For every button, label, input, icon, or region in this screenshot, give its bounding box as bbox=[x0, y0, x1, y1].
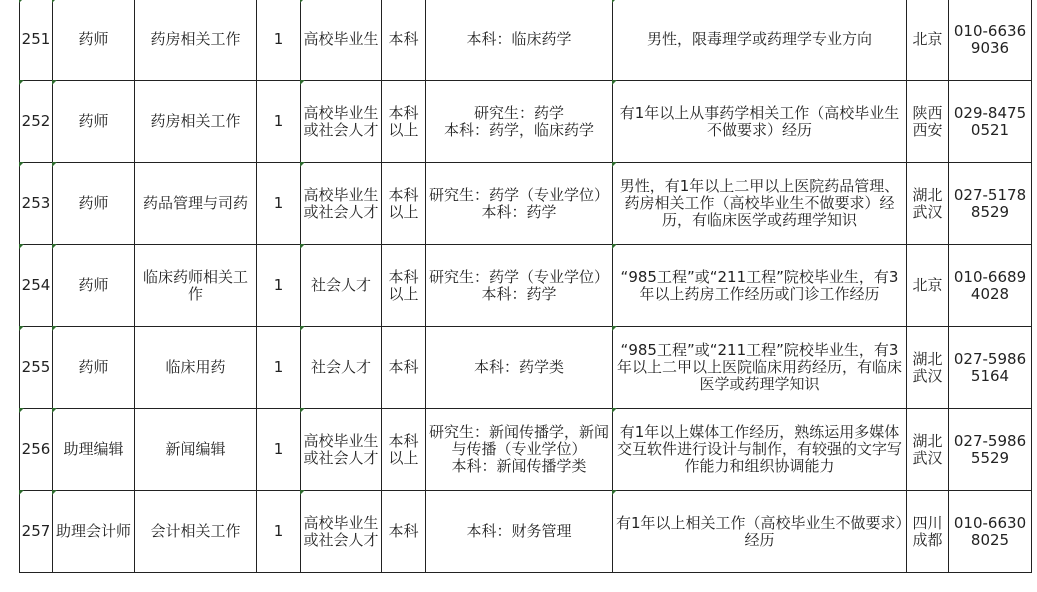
cell-no: 257 bbox=[20, 491, 53, 573]
cell-location: 湖北武汉 bbox=[907, 327, 949, 409]
cell-education: 本科以上 bbox=[382, 163, 426, 245]
cell-source: 高校毕业生或社会人才 bbox=[301, 491, 382, 573]
cell-requirement: 男性，限毒理学或药理学专业方向 bbox=[613, 0, 907, 81]
cell-position: 药师 bbox=[53, 245, 135, 327]
table-row bbox=[20, 409, 1032, 491]
cell-requirement: 有1年以上相关工作（高校毕业生不做要求）经历 bbox=[613, 491, 907, 573]
cell-no: 254 bbox=[20, 245, 53, 327]
cell-work: 药房相关工作 bbox=[135, 0, 257, 81]
cell-position: 药师 bbox=[53, 81, 135, 163]
cell-phone: 029-84750521 bbox=[949, 81, 1032, 163]
cell-major: 研究生：新闻传播学，新闻与传播（专业学位） 本科：新闻传播学类 bbox=[426, 409, 613, 491]
cell-phone: 010-66308025 bbox=[949, 491, 1032, 573]
table-row bbox=[20, 491, 1032, 573]
cell-location: 北京 bbox=[907, 245, 949, 327]
cell-work: 新闻编辑 bbox=[135, 409, 257, 491]
table-row bbox=[20, 163, 1032, 245]
cell-source: 社会人才 bbox=[301, 327, 382, 409]
cell-phone: 010-66894028 bbox=[949, 245, 1032, 327]
cell-count: 1 bbox=[257, 81, 301, 163]
cell-major: 研究生：药学 本科：药学，临床药学 bbox=[426, 81, 613, 163]
cell-work: 药品管理与司药 bbox=[135, 163, 257, 245]
cell-phone: 027-51788529 bbox=[949, 163, 1032, 245]
cell-position: 药师 bbox=[53, 327, 135, 409]
cell-requirement: “985工程”或“211工程”院校毕业生，有3年以上二甲以上医院临床用药经历，有临床医学或药理学知识 bbox=[613, 327, 907, 409]
cell-source: 高校毕业生或社会人才 bbox=[301, 163, 382, 245]
cell-count: 1 bbox=[257, 409, 301, 491]
cell-source: 高校毕业生或社会人才 bbox=[301, 81, 382, 163]
cell-major: 本科：临床药学 bbox=[426, 0, 613, 81]
cell-location: 北京 bbox=[907, 0, 949, 81]
cell-location: 陕西西安 bbox=[907, 81, 949, 163]
cell-source: 高校毕业生 bbox=[301, 0, 382, 81]
table-body bbox=[20, 0, 1032, 573]
cell-count: 1 bbox=[257, 327, 301, 409]
cell-education: 本科 bbox=[382, 0, 426, 81]
cell-requirement: “985工程”或“211工程”院校毕业生，有3年以上药房工作经历或门诊工作经历 bbox=[613, 245, 907, 327]
cell-no: 256 bbox=[20, 409, 53, 491]
cell-phone: 010-66369036 bbox=[949, 0, 1032, 81]
cell-major: 研究生：药学（专业学位） 本科：药学 bbox=[426, 245, 613, 327]
cell-count: 1 bbox=[257, 0, 301, 81]
cell-location: 四川成都 bbox=[907, 491, 949, 573]
cell-position: 助理会计师 bbox=[53, 491, 135, 573]
recruitment-table bbox=[19, 0, 1032, 573]
cell-work: 会计相关工作 bbox=[135, 491, 257, 573]
cell-work: 临床药师相关工作 bbox=[135, 245, 257, 327]
cell-position: 药师 bbox=[53, 163, 135, 245]
cell-requirement: 有1年以上从事药学相关工作（高校毕业生不做要求）经历 bbox=[613, 81, 907, 163]
cell-no: 252 bbox=[20, 81, 53, 163]
cell-education: 本科 bbox=[382, 491, 426, 573]
cell-location: 湖北武汉 bbox=[907, 163, 949, 245]
cell-source: 高校毕业生或社会人才 bbox=[301, 409, 382, 491]
table-row bbox=[20, 327, 1032, 409]
cell-requirement: 有1年以上媒体工作经历，熟练运用多媒体交互软件进行设计与制作，有较强的文字写作能力和组织协调能力 bbox=[613, 409, 907, 491]
cell-major: 研究生：药学（专业学位） 本科：药学 bbox=[426, 163, 613, 245]
cell-work: 药房相关工作 bbox=[135, 81, 257, 163]
cell-education: 本科 bbox=[382, 327, 426, 409]
cell-phone: 027-59865164 bbox=[949, 327, 1032, 409]
cell-no: 251 bbox=[20, 0, 53, 81]
cell-source: 社会人才 bbox=[301, 245, 382, 327]
cell-position: 助理编辑 bbox=[53, 409, 135, 491]
table-row bbox=[20, 0, 1032, 81]
cell-no: 255 bbox=[20, 327, 53, 409]
cell-phone: 027-59865529 bbox=[949, 409, 1032, 491]
cell-count: 1 bbox=[257, 163, 301, 245]
cell-work: 临床用药 bbox=[135, 327, 257, 409]
cell-count: 1 bbox=[257, 245, 301, 327]
table-row bbox=[20, 81, 1032, 163]
cell-major: 本科：药学类 bbox=[426, 327, 613, 409]
cell-education: 本科以上 bbox=[382, 409, 426, 491]
cell-education: 本科以上 bbox=[382, 81, 426, 163]
cell-position: 药师 bbox=[53, 0, 135, 81]
cell-count: 1 bbox=[257, 491, 301, 573]
cell-location: 湖北武汉 bbox=[907, 409, 949, 491]
cell-education: 本科以上 bbox=[382, 245, 426, 327]
cell-requirement: 男性，有1年以上二甲以上医院药品管理、药房相关工作（高校毕业生不做要求）经历，有临床医学或药理学知识 bbox=[613, 163, 907, 245]
cell-major: 本科：财务管理 bbox=[426, 491, 613, 573]
cell-no: 253 bbox=[20, 163, 53, 245]
table-row bbox=[20, 245, 1032, 327]
